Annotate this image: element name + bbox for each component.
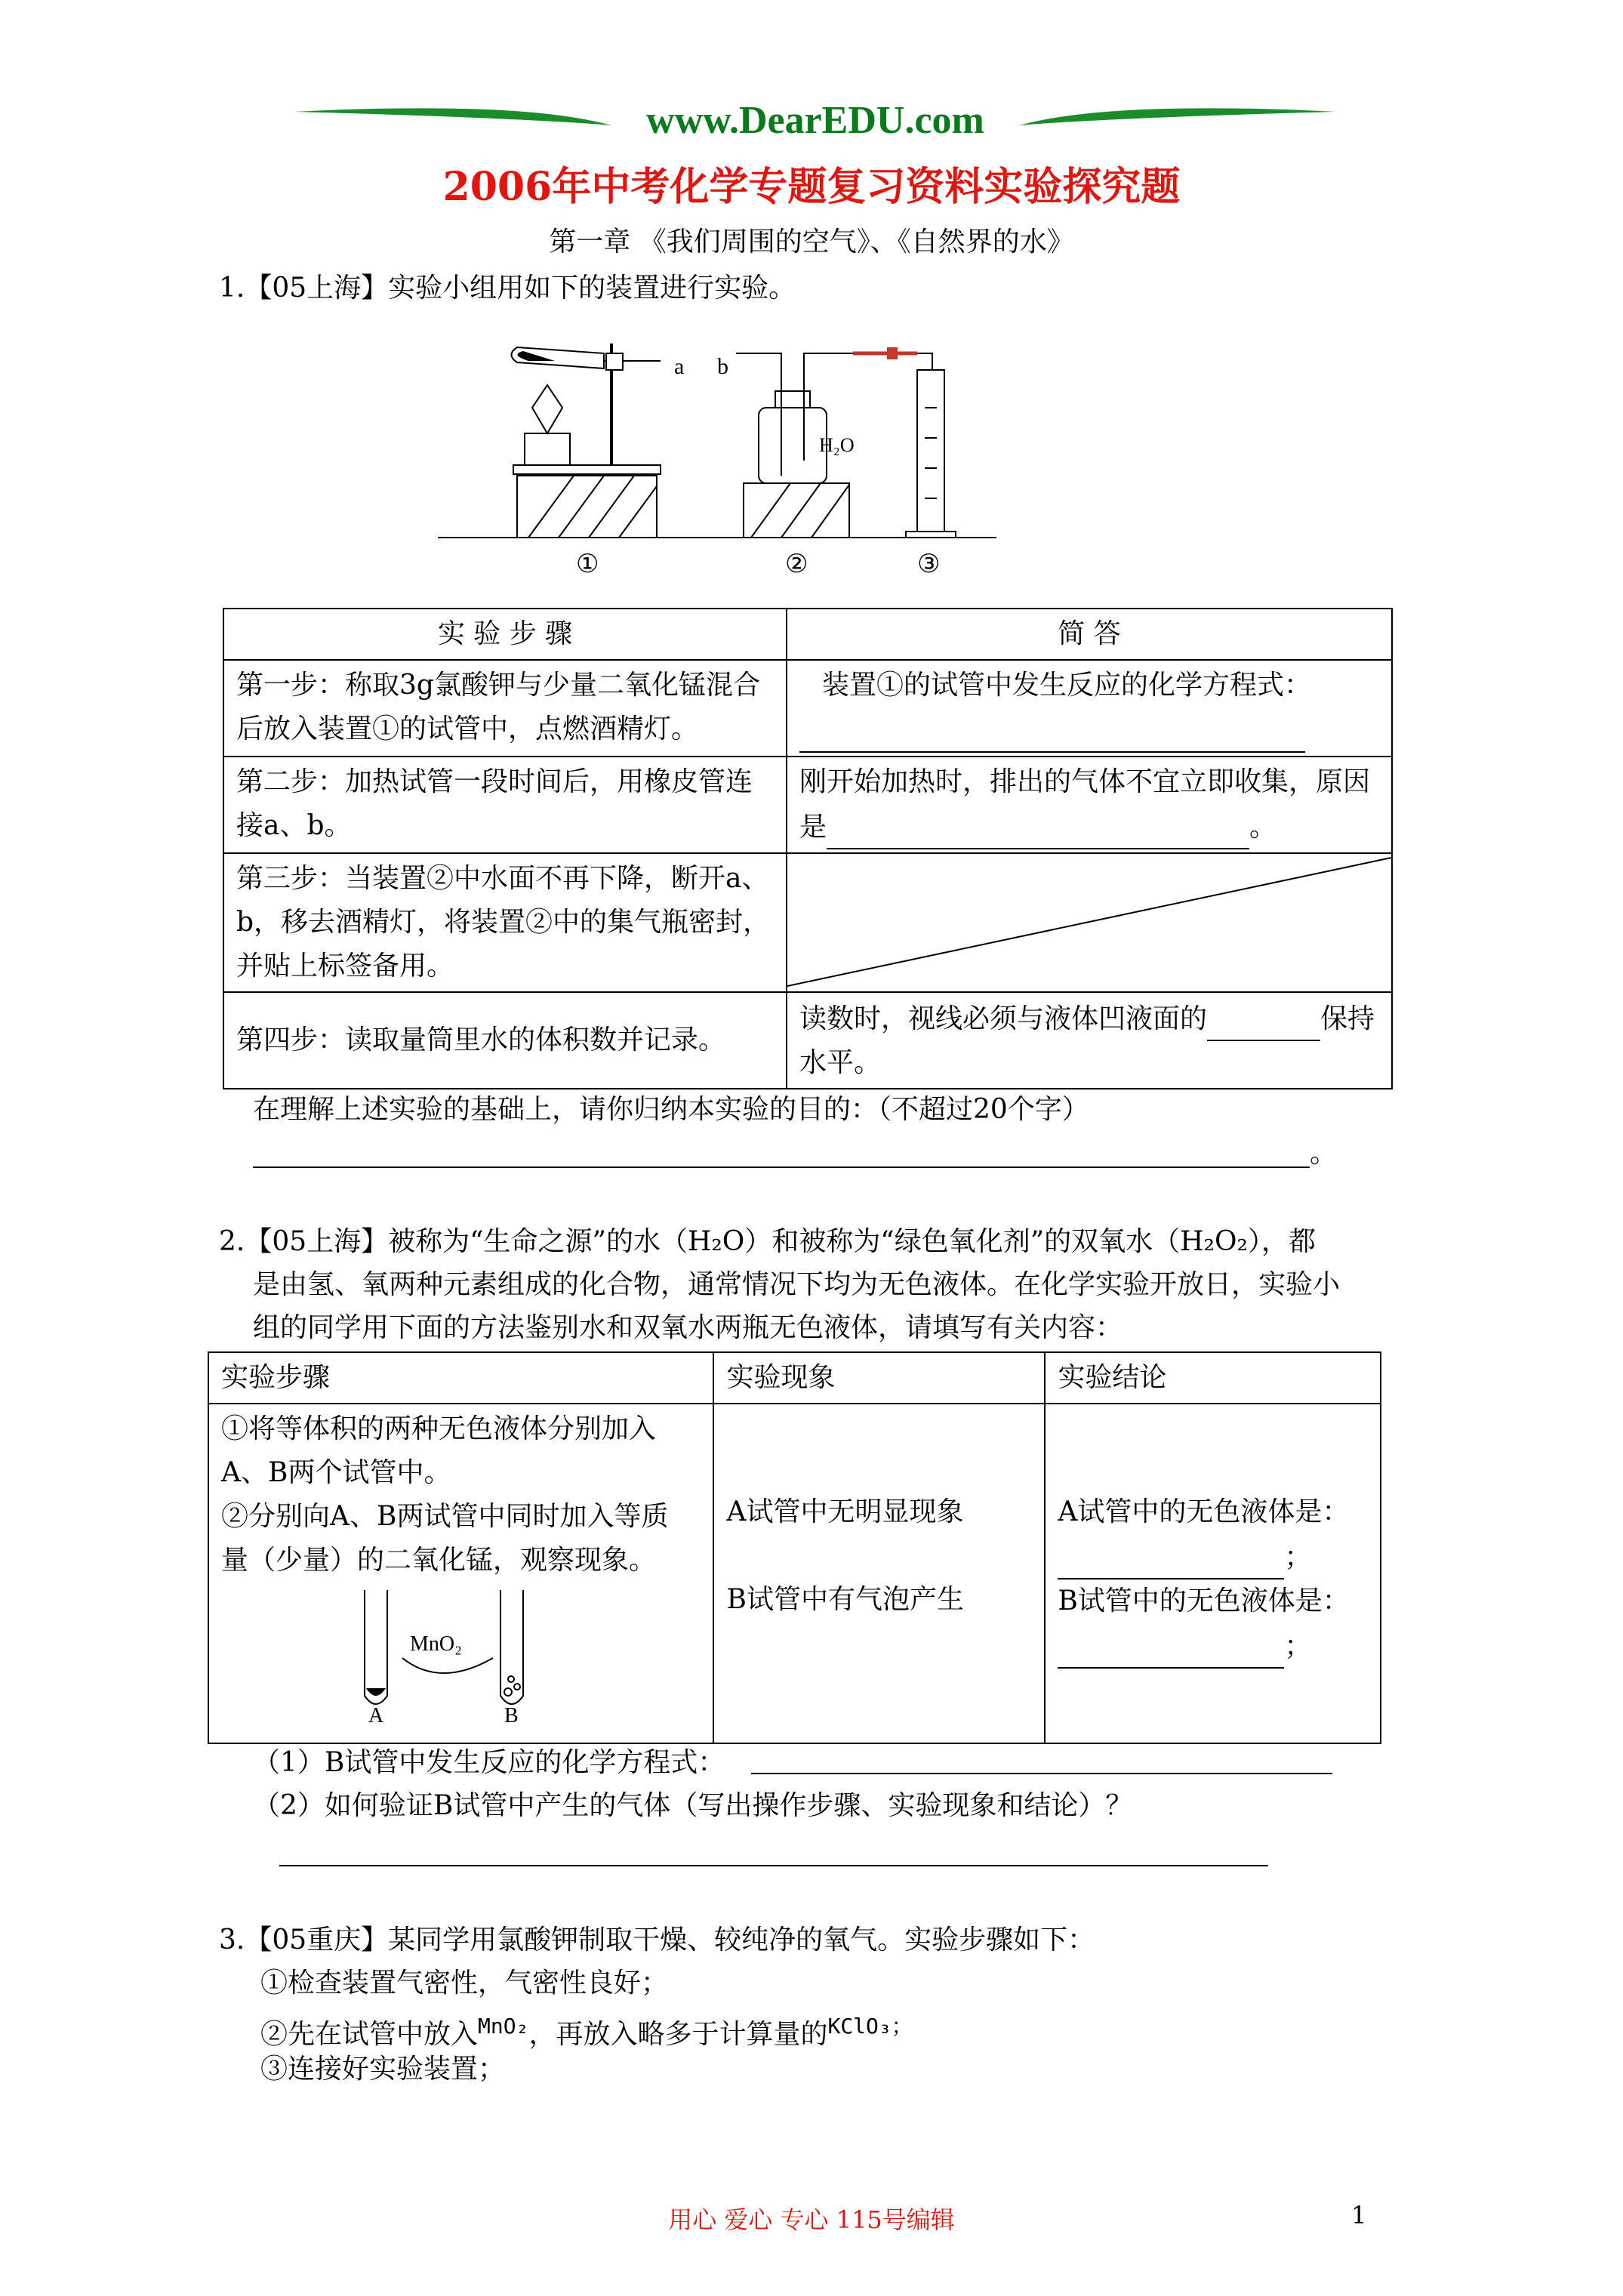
fig-num-2: ② — [785, 550, 808, 578]
q1-header-step: 实 验 步 骤 — [223, 609, 787, 660]
q1-blank-1[interactable] — [799, 707, 1305, 753]
q2-intro-3: 组的同学用下面的方法鉴别水和双氧水两瓶无色液体，请填写有关内容： — [253, 1312, 1123, 1343]
q3-step-1: ①检查装置气密性，气密性良好； — [260, 1968, 669, 1999]
fig-num-3: ③ — [917, 550, 941, 578]
q2-sub1-blank[interactable] — [751, 1773, 1332, 1774]
tube-a-label: A — [368, 1704, 384, 1726]
chapter-heading: 第一章 《我们周围的空气》、《自然界的水》 — [549, 227, 1074, 257]
q2-header-step: 实验步骤 — [208, 1352, 713, 1404]
q2-header-phenomenon: 实验现象 — [713, 1352, 1045, 1404]
q1-header-answer: 简 答 — [787, 609, 1392, 660]
q2-test-tubes-figure — [350, 1583, 576, 1726]
q3-step-3: ③连接好实验装置； — [260, 2054, 506, 2085]
q2-header-conclusion: 实验结论 — [1045, 1352, 1381, 1404]
diagonal-strike — [787, 854, 1391, 990]
q3-intro: 3.【05重庆】某同学用氯酸钾制取干燥、较纯净的氧气。实验步骤如下： — [219, 1925, 1095, 1955]
q2-conclusion-a: A试管中的无色液体是： — [1058, 1496, 1350, 1527]
q1-apparatus-figure — [434, 325, 1008, 581]
q1-answer-3-crossed — [787, 853, 1392, 992]
label-b: b — [717, 354, 728, 379]
label-h2o: H₂O — [819, 434, 855, 456]
q2-sub2-blank[interactable] — [279, 1865, 1268, 1866]
q2-phenomenon-b: B试管中有气泡产生 — [726, 1584, 964, 1615]
q2-sub1: （1）B试管中发生反应的化学方程式： — [253, 1747, 725, 1778]
q2-sub2: （2）如何验证B试管中产生的气体（写出操作步骤、实验现象和结论）？ — [253, 1790, 1133, 1821]
q1-answer-1: 装置①的试管中发生反应的化学方程式： — [787, 660, 1392, 757]
q2-phenomena-cell — [713, 1404, 1045, 1743]
q3-step-2: ②先在试管中放入$^{MnO_2}$，再放入略多于计算量的$^{KClO_3;}$ — [260, 2014, 913, 2050]
q2-phenomenon-a: A试管中无明显现象 — [726, 1496, 964, 1527]
q1-table — [223, 608, 1393, 1089]
q2-intro-2: 是由氢、氧两种元素组成的化合物，通常情况下均为无色液体。在化学实验开放日，实验小 — [253, 1269, 1341, 1300]
q1-blank-2[interactable] — [827, 804, 1249, 849]
q2-intro-1: 2.【05上海】被称为“生命之源”的水（H₂O）和被称为“绿色氧化剂”的双氧水（H₂O₂），都 — [219, 1226, 1316, 1257]
q1-step-3: 第三步：当装置②中水面不再下降，断开a、b，移去酒精灯，将装置②中的集气瓶密封，并贴上标签备用。 — [223, 853, 787, 992]
page-title: 2006年中考化学专题复习资料实验探究题 — [442, 164, 1181, 210]
q2-blank-a[interactable] — [1058, 1534, 1284, 1579]
q1-step-2: 第二步：加热试管一段时间后，用橡皮管连接a、b。 — [223, 757, 787, 853]
tube-b-label: B — [504, 1704, 519, 1726]
q1-step-1: 第一步：称取3g氯酸钾与少量二氧化锰混合后放入装置①的试管中，点燃酒精灯。 — [223, 660, 787, 757]
q1-intro: 1.【05上海】实验小组用如下的装置进行实验。 — [219, 273, 796, 304]
q1-blank-4[interactable] — [1207, 996, 1320, 1041]
q1-answer-4: 读数时，视线必须与液体凹液面的 保持水平。 — [787, 992, 1392, 1089]
q2-blank-b[interactable] — [1058, 1623, 1284, 1669]
footer-text: 用心 爱心 专心 115号编辑 — [668, 2205, 955, 2234]
q1-summary: 在理解上述实验的基础上，请你归纳本实验的目的：（不超过20个字） — [253, 1094, 1089, 1125]
page-number: 1 — [1351, 2201, 1367, 2230]
q2-conclusion-b: B试管中的无色液体是： — [1058, 1586, 1350, 1616]
q1-step-4: 第四步：读取量筒里水的体积数并记录。 — [223, 992, 787, 1089]
q2-conclusion-cell: A试管中的无色液体是： ； B试管中的无色液体是： ； — [1045, 1404, 1381, 1743]
q1-summary-blank[interactable] — [253, 1166, 1310, 1168]
label-a: a — [674, 354, 685, 379]
logo-text: www.DearEDU.com — [646, 99, 984, 142]
mno2-label: MnO₂ — [410, 1632, 462, 1656]
site-logo — [294, 97, 1336, 157]
q1-answer-2: 刚开始加热时，排出的气体不宜立即收集，原因是 。 — [787, 757, 1392, 853]
q2-table — [208, 1351, 1381, 1744]
q1-summary-period: 。 — [1310, 1138, 1338, 1169]
fig-num-1: ① — [576, 550, 599, 578]
q2-steps-cell: ①将等体积的两种无色液体分别加入 A、B两个试管中。 ②分别向A、B两试管中同时加入等质 量（少量）的二氧化锰，观察现象。 MnO₂ A B — [208, 1404, 713, 1743]
